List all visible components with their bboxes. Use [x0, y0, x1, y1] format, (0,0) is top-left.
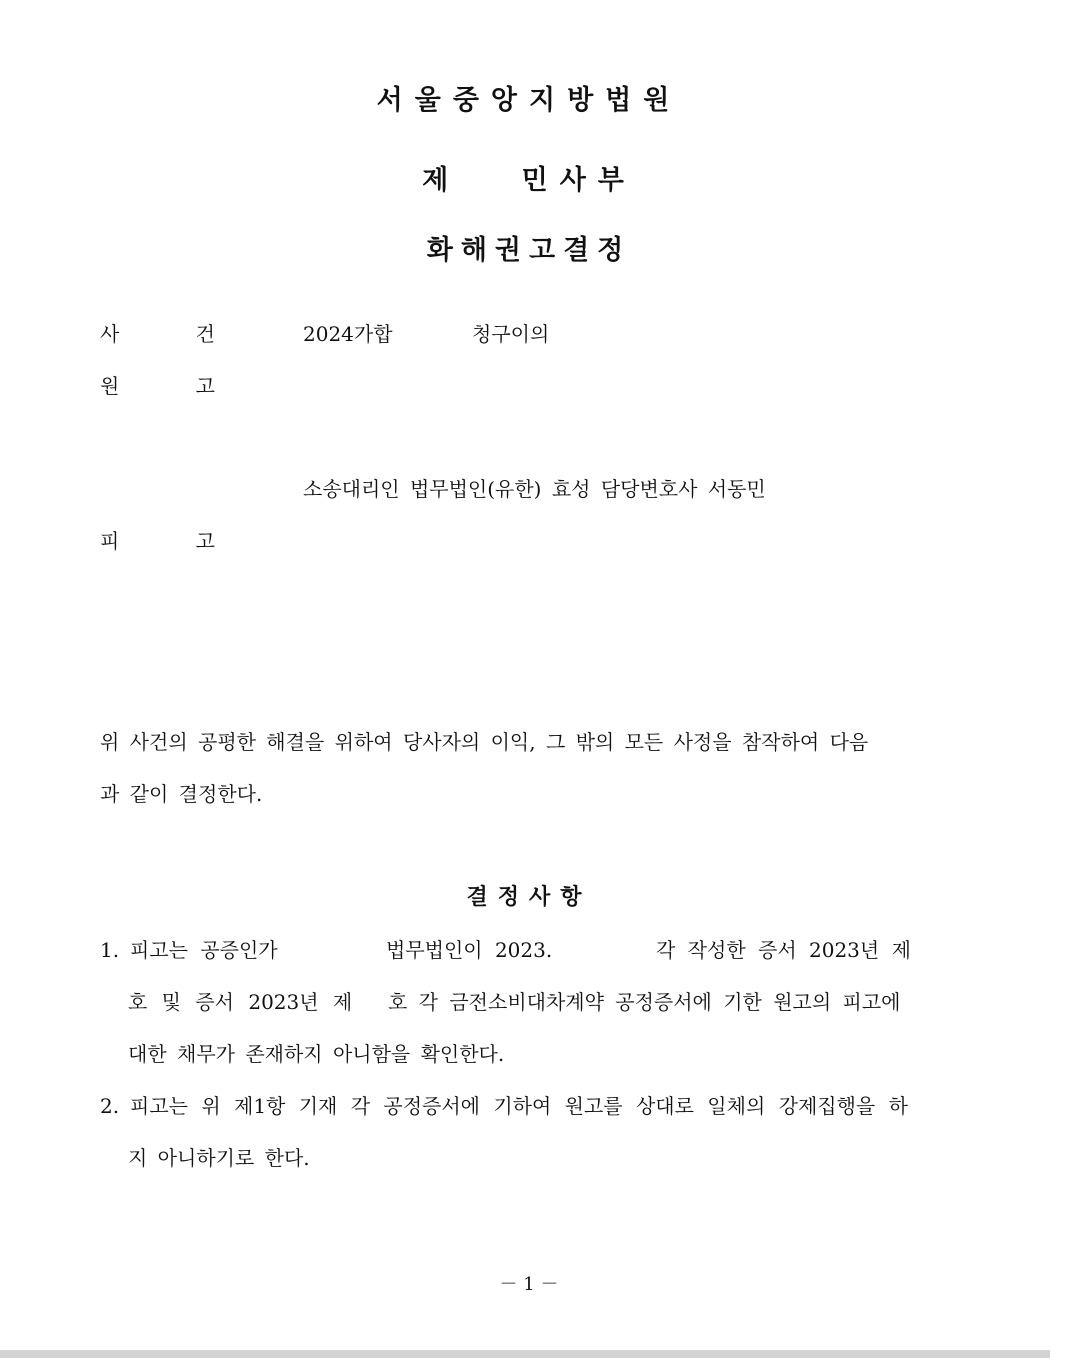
page-margin — [1050, 0, 1080, 1358]
item-text: 호 및 증서 2023년 제 — [128, 990, 353, 1014]
item-text: 대한 채무가 존재하지 아니함을 확인한다. — [128, 1042, 505, 1066]
defendant-label: 피 고 — [100, 529, 215, 553]
intro-paragraph — [100, 716, 960, 820]
plaintiff-label: 원 고 — [100, 374, 215, 398]
item-text: 각 작성한 증서 2023년 제 — [656, 938, 911, 962]
page-bottom-shadow — [0, 1350, 1050, 1358]
item-text: 피고는 공증인가 — [130, 938, 278, 962]
item-text: 지 아니하기로 한다. — [128, 1146, 310, 1170]
division-name: 제 민사부 — [422, 165, 636, 196]
case-number: 2024가합 — [303, 322, 393, 346]
decision-title: 결정사항 — [466, 885, 592, 910]
intro-line-2: 과 같이 결정한다. — [100, 782, 263, 806]
item-number: 1. — [100, 938, 120, 962]
case-label: 사 건 — [100, 322, 215, 346]
item-text: 법무법인이 2023. — [386, 938, 553, 962]
item-text: 피고는 위 제1항 기재 각 공정증서에 기하여 원고를 상대로 일체의 강제집행을 하 — [130, 1094, 908, 1118]
court-name: 서울중앙지방법원 — [376, 85, 682, 116]
decision-item-1 — [100, 924, 960, 1084]
decision-item-2 — [100, 1080, 960, 1190]
document-title: 화해권고결정 — [426, 235, 632, 266]
counsel-info: 소송대리인 법무법인(유한) 효성 담당변호사 서동민 — [303, 477, 766, 501]
page-number: － 1 － — [499, 1274, 559, 1295]
case-name: 청구이의 — [472, 322, 550, 346]
item-text: 호 각 금전소비대차계약 공정증서에 기한 원고의 피고에 — [388, 990, 901, 1014]
item-number: 2. — [100, 1094, 120, 1118]
intro-line-1: 위 사건의 공평한 해결을 위하여 당사자의 이익, 그 밖의 모든 사정을 참작하여 다음 — [100, 730, 869, 754]
